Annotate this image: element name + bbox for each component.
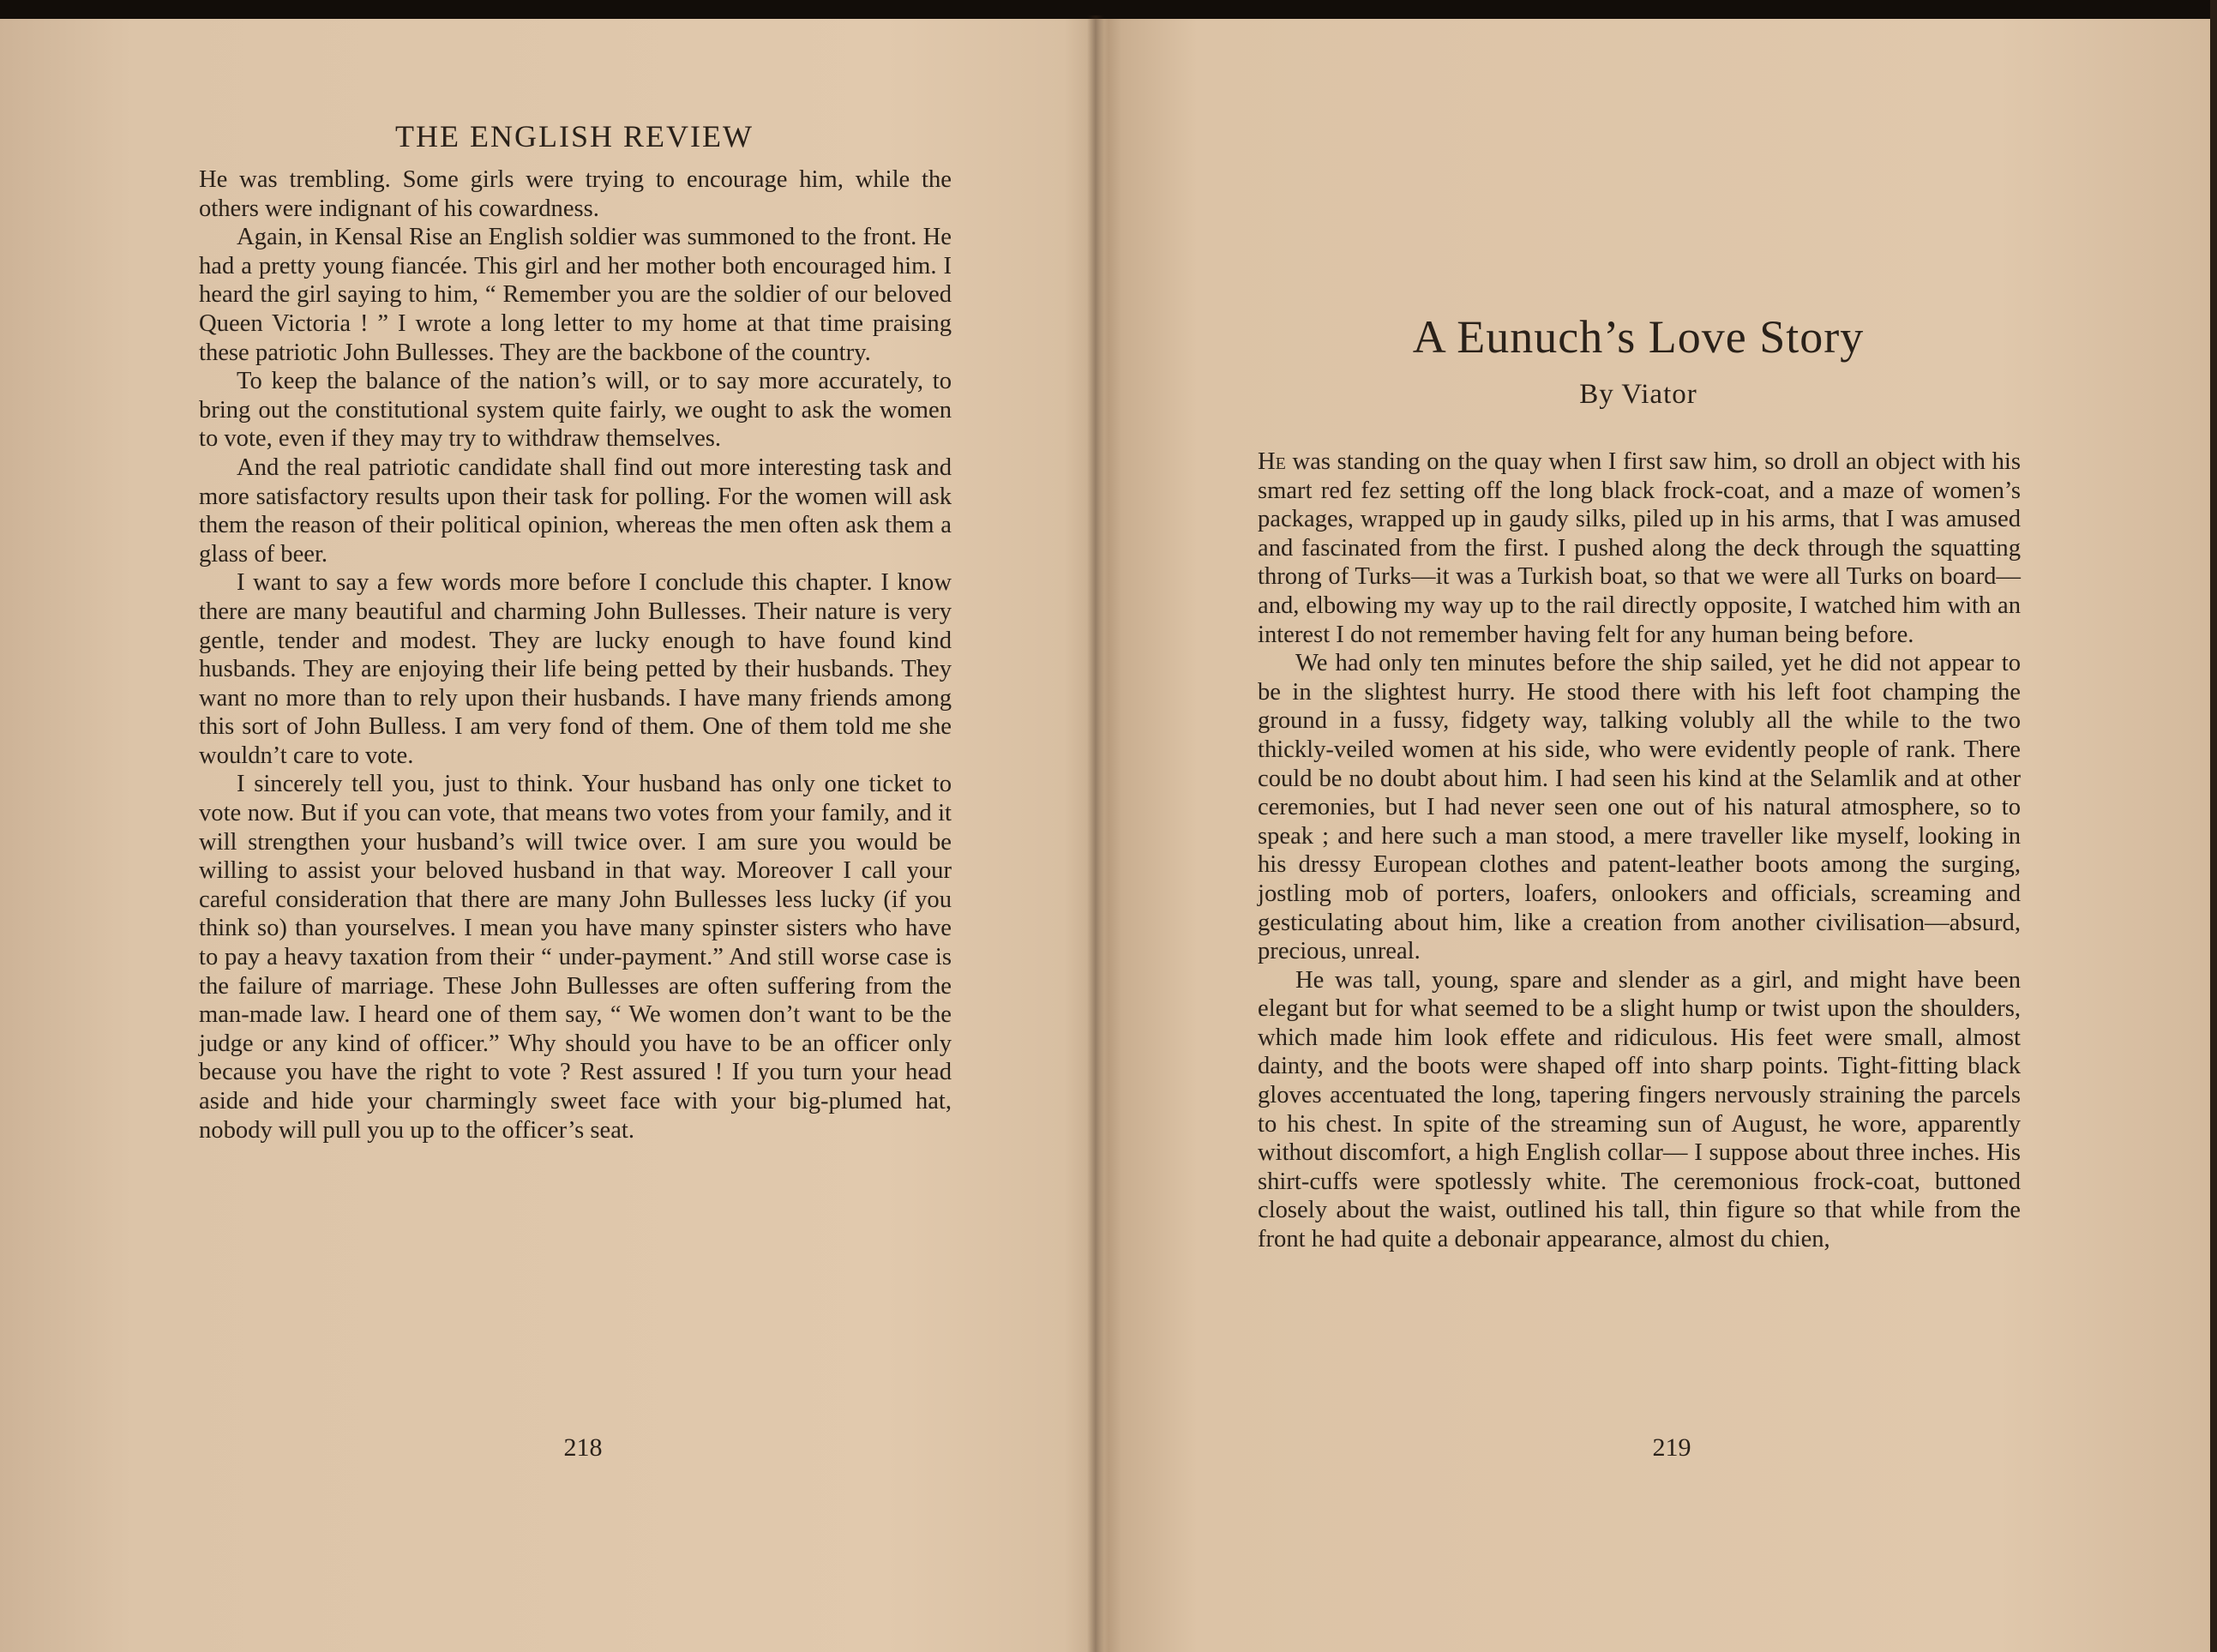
book-gutter [1087, 15, 1104, 1652]
article-title: A Eunuch’s Love Story [1412, 311, 1865, 363]
paragraph: Again, in Kensal Rise an English soldier was summoned to the front. He had a pretty young fiancée. This girl and her mother both encouraged him. I heard the girl saying to him, “ Remember you are the soldier of our beloved Queen Victoria ! ” I wrote a long letter to my home at that time praising these patriotic John Bullesses. They are the backbone of the country. [199, 224, 952, 366]
paragraph: We had only ten minutes before the ship sailed, yet he did not appear to be in the slightest hurry. He stood there with his left foot champing the ground in a fussy, fidgety way, talking volubly all the while to the two thickly-veiled women at his side, who were evidently people of rank. There could be no doubt about him. I had seen his kind at the Selamlik and at other ceremonies, but I had never seen one out of his natural atmosphere, so to speak ; and here such a man stood, a mere traveller like myself, looking in his dressy European clothes and patent-leather boots among the surging, jostling mob of porters, loafers, onlookers and officials, screaming and gesticulating about him, like a creation from another civilisation—absurd, precious, unreal. [1258, 650, 2021, 965]
right-page-body [1258, 448, 2021, 1254]
article-byline: By Viator [1579, 379, 1697, 410]
opening-paragraph [1258, 448, 2021, 649]
paragraph: To keep the balance of the nation’s will, or to say more accurately, to bring out the constitutional system quite fairly, we ought to ask the women to vote, even if they may try to withdraw themselves. [199, 368, 952, 453]
left-page-body [199, 165, 952, 1144]
paragraph: I sincerely tell you, just to think. Your husband has only one ticket to vote now. But if you can vote, that means two votes from your family, and it will strengthen your husband’s will twice over. I am sure you would be willing to assist your beloved husband in that way. Moreover I call your careful consideration that there are many John Bullesses less lucky (if you think so) than yourselves. I mean you have many spinster sisters who have to pay a heavy taxation from their “ under-payment.” And still worse case is the failure of marriage. These John Bullesses are often suffering from the man-made law. I heard one of them say, “ We women don’t want to be the judge or any kind of officer.” Why should you have to be an officer only because you have the right to vote ? Rest assured ! If you turn your head aside and hide your charmingly sweet face with your big-plumed hat, nobody will pull you up to the officer’s seat. [199, 771, 952, 1144]
paragraph: And the real patriotic candidate shall find out more interesting task and more satisfactory results upon their task for polling. For the women will ask them the reason of their political opinion, whereas the men often ask them a glass of beer. [199, 454, 952, 568]
paragraph: He was trembling. Some girls were trying to encourage him, while the others were indignant of his cowardness. [199, 166, 952, 222]
opening-word: He [1258, 448, 1286, 475]
scan-border-top [0, 0, 2217, 19]
page-number-left: 218 [563, 1433, 603, 1462]
paragraph: I want to say a few words more before I conclude this chapter. I know there are many beautiful and charming John Bullesses. Their nature is very gentle, tender and modest. They are lucky enough to have found kind husbands. They are enjoying their life being petted by their husbands. They want no more than to rely upon their husbands. I have many friends among this sort of John Bulless. I am very fond of them. One of them told me she wouldn’t care to vote. [199, 569, 952, 769]
scan-border-right [2210, 0, 2217, 1652]
paragraph: He was tall, young, spare and slender as a girl, and might have been elegant but for what seemed to be a slight hump or twist upon the shoulders, which made him look effete and ridiculous. His feet were small, almost dainty, and the boots were shaped off into sharp points. Tight-fitting black gloves accentuated the long, tapering fingers nervously straining the parcels to his chest. In spite of the streaming sun of August, he wore, apparently without discomfort, a high English collar— I suppose about three inches. His shirt-cuffs were spotlessly white. The ceremonious frock-coat, buttoned closely about the waist, outlined his tall, thin figure so that while from the front he had quite a debonair appearance, almost du chien, [1258, 966, 2021, 1253]
running-head: THE ENGLISH REVIEW [395, 119, 754, 153]
page-number-right: 219 [1652, 1433, 1691, 1462]
opening-paragraph-text: was standing on the quay when I first saw him, so droll an object with his smart red fez setting off the long black frock-coat, and a maze of women’s packages, wrapped up in gaudy silks, piled up in his arms, that I was amused and fascinated from the first. I pushed along the deck through the squatting throng of Turks—it was a Turkish boat, so that we were all Turks on board—and, elbowing my way up to the rail directly opposite, I watched him with an interest I do not remember having felt for any human being before. [1258, 448, 2021, 648]
